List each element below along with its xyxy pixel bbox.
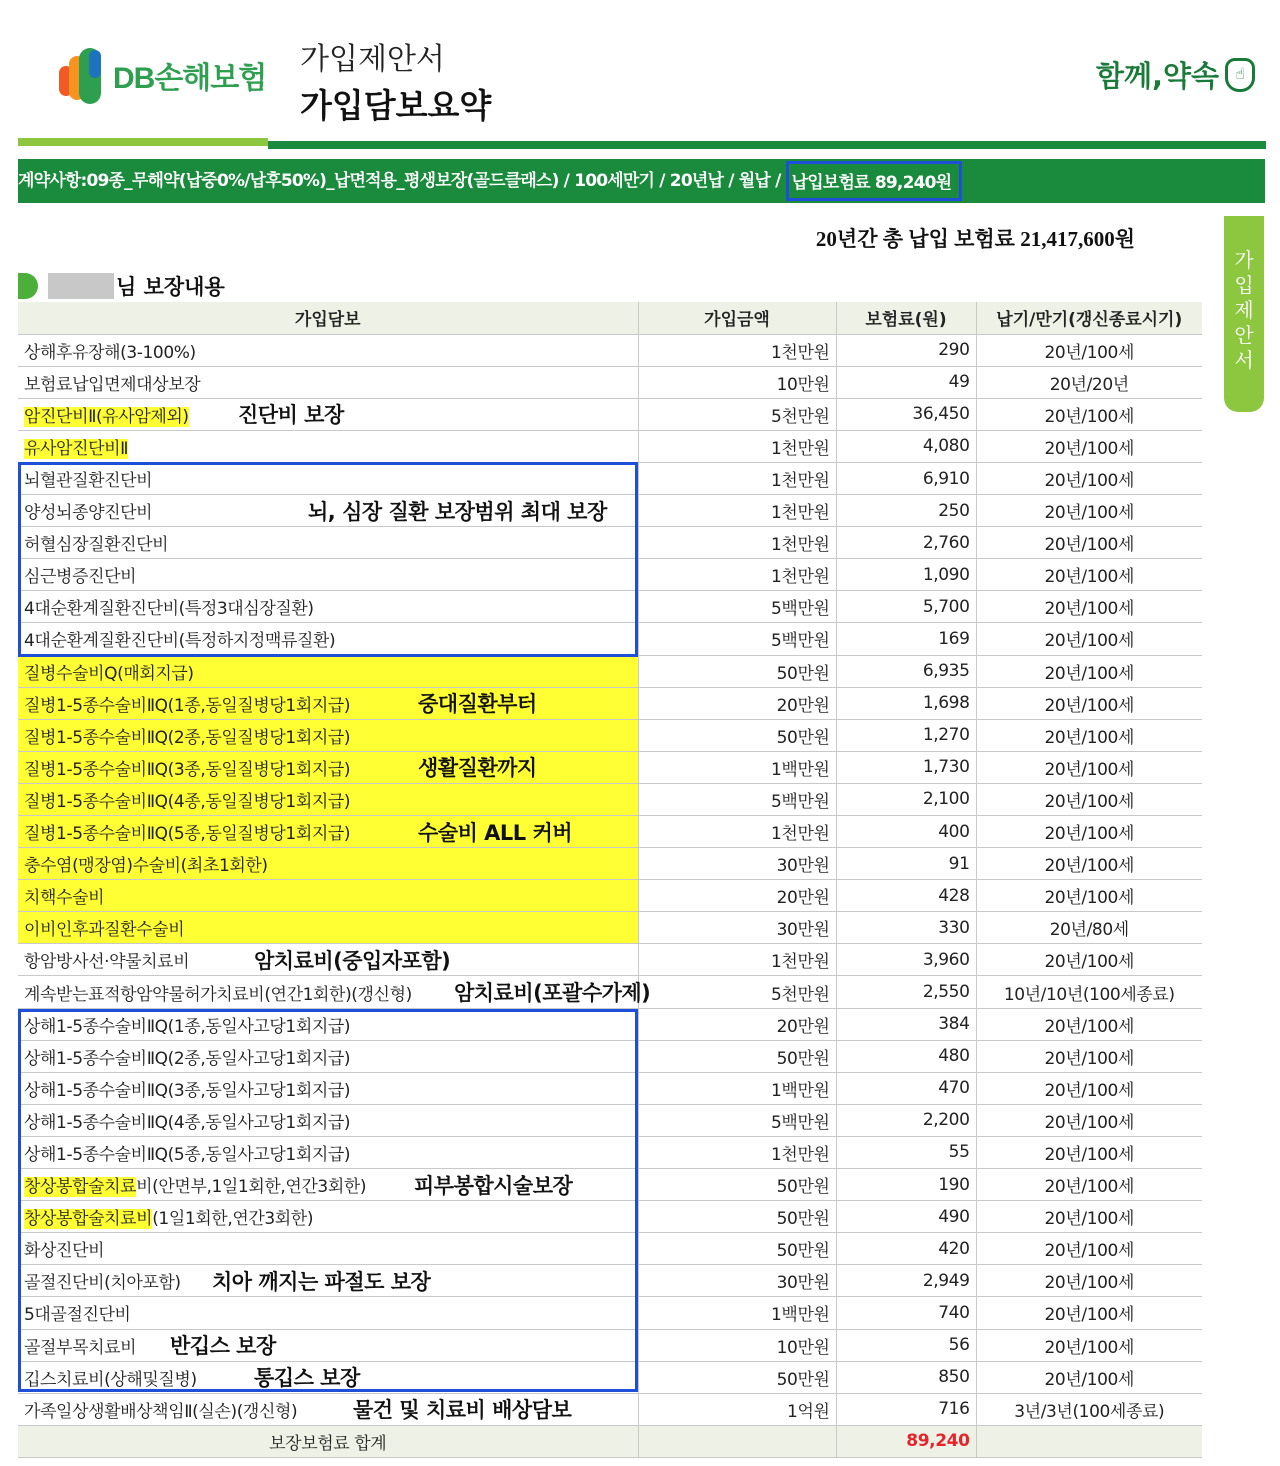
coverage-name-text: 항암방사선·약물치료비 (24, 952, 190, 973)
coverage-amount: 20만원 (638, 687, 836, 719)
section-title (18, 271, 225, 301)
table-row (18, 366, 1202, 398)
summary-empty (638, 1425, 836, 1457)
coverage-term: 20년/100세 (976, 655, 1202, 687)
coverage-name-text: 상해1-5종수술비ⅡQ(4종,동일사고당1회지급) (24, 1112, 351, 1133)
coverage-term: 20년/100세 (976, 398, 1202, 430)
coverage-name (18, 527, 638, 559)
coverage-name (18, 655, 638, 687)
annotation-note: 뇌, 심장 질환 보장범위 최대 보장 (308, 499, 607, 524)
annotation-note: 통깁스 보장 (254, 1366, 360, 1391)
coverage-premium: 470 (836, 1072, 976, 1104)
coverage-name (18, 912, 638, 944)
coverage-name-rest: 비(안면부,1일1회한,연간3회한) (136, 1177, 367, 1198)
coverage-premium: 36,450 (836, 398, 976, 430)
header-divider-dark (268, 141, 1266, 149)
coverage-name-text: 4대순환계질환진단비(특정하지정맥류질환) (24, 631, 336, 652)
slogan (1096, 54, 1255, 95)
coverage-name (18, 1072, 638, 1104)
coverage-premium: 428 (836, 880, 976, 912)
coverage-name (18, 462, 638, 494)
table-row (18, 623, 1202, 655)
table-row (18, 1265, 1202, 1297)
side-tab-char: 입 (1234, 273, 1254, 297)
coverage-amount: 1천만원 (638, 944, 836, 976)
coverage-premium: 2,760 (836, 527, 976, 559)
db-logo-icon (55, 44, 107, 106)
coverage-amount: 5천만원 (638, 398, 836, 430)
coverage-term: 20년/100세 (976, 559, 1202, 591)
coverage-amount: 5백만원 (638, 591, 836, 623)
coverage-name-text: 충수염(맹장염)수술비(최초1회한) (24, 856, 268, 877)
coverage-name-text: 암진단비Ⅱ(유사암제외) (24, 406, 189, 427)
coverage-term: 20년/100세 (976, 1008, 1202, 1040)
side-tab-char: 가 (1234, 248, 1254, 272)
coverage-amount: 1천만원 (638, 527, 836, 559)
coverage-name (18, 366, 638, 398)
table-row (18, 1233, 1202, 1265)
coverage-amount: 5백만원 (638, 623, 836, 655)
coverage-premium: 740 (836, 1297, 976, 1329)
coverage-premium: 2,100 (836, 783, 976, 815)
contract-terms: 계약사항:09종_무해약(납중0%/납후50%)_납면적용_평생보장(골드클래스) / 100세만기 / 20년납 / 월납 / (18, 171, 786, 191)
table-row (18, 1393, 1202, 1425)
annotation-note: 암치료비(포괄수가제) (454, 981, 651, 1006)
coverage-amount: 30만원 (638, 848, 836, 880)
table-row (18, 559, 1202, 591)
table-row (18, 944, 1202, 976)
coverage-name-text: 화상진단비 (24, 1241, 105, 1262)
coverage-name-text: 질병1-5종수술비ⅡQ(5종,동일질병당1회지급) (24, 824, 351, 845)
coverage-amount: 10만원 (638, 1329, 836, 1361)
coverage-term: 20년/100세 (976, 719, 1202, 751)
coverage-premium: 2,949 (836, 1265, 976, 1297)
coverage-amount: 5백만원 (638, 783, 836, 815)
coverage-amount: 20만원 (638, 1008, 836, 1040)
coverage-term: 20년/20년 (976, 366, 1202, 398)
coverage-premium: 850 (836, 1361, 976, 1393)
coverage-name-text: 허혈심장질환진단비 (24, 535, 169, 556)
coverage-amount: 30만원 (638, 1265, 836, 1297)
coverage-name-text: 5대골절진단비 (24, 1305, 131, 1326)
contract-summary-bar (18, 159, 1265, 203)
coverage-name (18, 719, 638, 751)
coverage-name (18, 1265, 638, 1297)
coverage-name-text: 깁스치료비(상해및질병) (24, 1369, 197, 1390)
coverage-amount: 1천만원 (638, 495, 836, 527)
coverage-name (18, 1136, 638, 1168)
coverage-name-text: 상해1-5종수술비ⅡQ(5종,동일사고당1회지급) (24, 1144, 351, 1165)
col-header-amount: 가입금액 (638, 302, 836, 334)
coverage-premium: 330 (836, 912, 976, 944)
coverage-term: 10년/10년(100세종료) (976, 976, 1202, 1008)
coverage-term: 20년/100세 (976, 1072, 1202, 1104)
annotation-note: 암치료비(중입자포함) (254, 948, 451, 973)
coverage-name (18, 495, 638, 527)
coverage-name (18, 783, 638, 815)
header-divider-light (18, 138, 268, 146)
coverage-premium: 91 (836, 848, 976, 880)
annotation-note: 생활질환까지 (418, 756, 537, 781)
table-row (18, 976, 1202, 1008)
coverage-term: 20년/100세 (976, 687, 1202, 719)
coverage-name-highlight: 창상봉합술치료 (24, 1177, 137, 1198)
coverage-name (18, 623, 638, 655)
section-bullet-icon (18, 273, 38, 299)
coverage-name (18, 1040, 638, 1072)
coverage-amount: 1천만원 (638, 816, 836, 848)
coverage-name-text: 상해1-5종수술비ⅡQ(3종,동일사고당1회지급) (24, 1080, 351, 1101)
table-row (18, 783, 1202, 815)
coverage-amount: 50만원 (638, 1169, 836, 1201)
table-row (18, 912, 1202, 944)
summary-label: 보장보험료 합계 (18, 1425, 638, 1457)
table-row (18, 1297, 1202, 1329)
coverage-premium: 2,200 (836, 1104, 976, 1136)
summary-row (18, 1425, 1202, 1457)
coverage-premium: 5,700 (836, 591, 976, 623)
brand-name: DB손해보험 (113, 62, 267, 95)
coverage-name (18, 880, 638, 912)
coverage-premium: 169 (836, 623, 976, 655)
summary-empty (976, 1425, 1202, 1457)
coverage-name (18, 687, 638, 719)
coverage-term: 20년/100세 (976, 1329, 1202, 1361)
coverage-name-text: 질병1-5종수술비ⅡQ(2종,동일질병당1회지급) (24, 727, 351, 748)
coverage-name-text: 질병수술비Q(매회지급) (24, 663, 194, 684)
coverage-amount: 1천만원 (638, 559, 836, 591)
coverage-name (18, 1361, 638, 1393)
table-row (18, 751, 1202, 783)
coverage-term: 20년/100세 (976, 623, 1202, 655)
coverage-name (18, 1008, 638, 1040)
coverage-amount: 1백만원 (638, 751, 836, 783)
coverage-term: 20년/100세 (976, 848, 1202, 880)
coverage-term: 20년/100세 (976, 751, 1202, 783)
coverage-premium: 6,910 (836, 462, 976, 494)
coverage-premium: 1,730 (836, 751, 976, 783)
coverage-amount: 50만원 (638, 719, 836, 751)
side-tab-proposal[interactable] (1224, 216, 1264, 412)
table-row (18, 1201, 1202, 1233)
table-row (18, 1072, 1202, 1104)
coverage-amount: 50만원 (638, 1040, 836, 1072)
coverage-name-text: 가족일상생활배상책임Ⅱ(실손)(갱신형) (24, 1401, 298, 1422)
coverage-name (18, 751, 638, 783)
coverage-name-text: 질병1-5종수술비ⅡQ(3종,동일질병당1회지급) (24, 759, 351, 780)
coverage-premium: 190 (836, 1169, 976, 1201)
coverage-premium: 290 (836, 334, 976, 366)
col-header-premium: 보험료(원) (836, 302, 976, 334)
annotation-note: 반깁스 보장 (170, 1334, 276, 1359)
coverage-premium: 1,090 (836, 559, 976, 591)
coverage-term: 20년/100세 (976, 1361, 1202, 1393)
coverage-name-text: 계속받는표적항암약물허가치료비(연간1회한)(갱신형) (24, 984, 412, 1005)
coverage-term: 20년/100세 (976, 462, 1202, 494)
coverage-amount: 50만원 (638, 1201, 836, 1233)
coverage-name-rest: (1일1회한,연간3회한) (152, 1209, 314, 1230)
coverage-premium: 55 (836, 1136, 976, 1168)
total-premium: 20년간 총 납입 보험료 21,417,600원 (815, 227, 1135, 251)
annotation-note: 진단비 보장 (238, 403, 344, 428)
table-row (18, 655, 1202, 687)
coverage-amount: 50만원 (638, 1233, 836, 1265)
side-tab-char: 안 (1234, 323, 1254, 347)
coverage-amount: 1억원 (638, 1393, 836, 1425)
coverage-name (18, 591, 638, 623)
coverage-name-text: 이비인후과질환수술비 (24, 920, 185, 941)
coverage-premium: 384 (836, 1008, 976, 1040)
table-row (18, 816, 1202, 848)
coverage-term: 20년/100세 (976, 816, 1202, 848)
coverage-name (18, 816, 638, 848)
coverage-premium: 480 (836, 1040, 976, 1072)
coverage-name-text: 4대순환계질환진단비(특정3대심장질환) (24, 599, 314, 620)
table-row (18, 880, 1202, 912)
coverage-premium: 49 (836, 366, 976, 398)
coverage-amount: 5백만원 (638, 1104, 836, 1136)
coverage-premium: 1,270 (836, 719, 976, 751)
coverage-name-text: 보험료납입면제대상보장 (24, 374, 201, 395)
col-header-term: 납기/만기(갱신종료시기) (976, 302, 1202, 334)
coverage-term: 20년/100세 (976, 1040, 1202, 1072)
coverage-amount: 1백만원 (638, 1297, 836, 1329)
coverage-name-highlight: 창상봉합술치료비 (24, 1209, 153, 1230)
coverage-premium: 400 (836, 816, 976, 848)
coverage-term: 20년/100세 (976, 944, 1202, 976)
coverage-name (18, 1201, 638, 1233)
coverage-premium: 490 (836, 1201, 976, 1233)
coverage-term: 20년/100세 (976, 1265, 1202, 1297)
coverage-name (18, 1104, 638, 1136)
side-tab-char: 제 (1234, 298, 1254, 322)
coverage-term: 20년/100세 (976, 783, 1202, 815)
coverage-name (18, 1169, 638, 1201)
coverage-premium: 6,935 (836, 655, 976, 687)
table-row (18, 1169, 1202, 1201)
table-row (18, 334, 1202, 366)
table-header-row (18, 302, 1202, 334)
coverage-premium: 1,698 (836, 687, 976, 719)
summary-premium: 89,240 (836, 1425, 976, 1457)
coverage-amount: 1천만원 (638, 1136, 836, 1168)
table-row (18, 430, 1202, 462)
coverage-premium: 3,960 (836, 944, 976, 976)
annotation-note: 물건 및 치료비 배상담보 (353, 1398, 572, 1423)
coverage-name-text: 질병1-5종수술비ⅡQ(1종,동일질병당1회지급) (24, 695, 351, 716)
coverage-name-text: 상해후유장해(3-100%) (24, 342, 196, 363)
coverage-name (18, 848, 638, 880)
table-row (18, 1104, 1202, 1136)
coverage-term: 20년/100세 (976, 430, 1202, 462)
coverage-name-text: 유사암진단비Ⅱ (24, 438, 129, 459)
coverage-amount: 50만원 (638, 655, 836, 687)
coverage-name (18, 430, 638, 462)
db-logo (55, 44, 266, 106)
coverage-term: 20년/100세 (976, 1104, 1202, 1136)
table-row (18, 1008, 1202, 1040)
coverage-name-text: 양성뇌종양진단비 (24, 503, 153, 524)
coverage-name (18, 1393, 638, 1425)
coverage-name-text: 상해1-5종수술비ⅡQ(1종,동일사고당1회지급) (24, 1016, 351, 1037)
section-label: 님 보장내용 (116, 275, 225, 299)
document-title: 가입제안서 (300, 42, 445, 77)
coverage-premium: 716 (836, 1393, 976, 1425)
coverage-term: 20년/80세 (976, 912, 1202, 944)
coverage-premium: 2,550 (836, 976, 976, 1008)
coverage-name (18, 1297, 638, 1329)
coverage-amount: 1천만원 (638, 462, 836, 494)
coverage-name (18, 1329, 638, 1361)
coverage-amount: 20만원 (638, 880, 836, 912)
coverage-premium: 4,080 (836, 430, 976, 462)
coverage-term: 20년/100세 (976, 591, 1202, 623)
side-tab-char: 서 (1234, 348, 1254, 372)
coverage-premium: 56 (836, 1329, 976, 1361)
table-row (18, 1361, 1202, 1393)
table-row (18, 398, 1202, 430)
table-row (18, 687, 1202, 719)
table-row (18, 495, 1202, 527)
annotation-note: 치아 깨지는 파절도 보장 (212, 1269, 431, 1294)
annotation-note: 수술비 ALL 커버 (418, 820, 573, 845)
coverage-name (18, 398, 638, 430)
table-row (18, 527, 1202, 559)
coverage-name-text: 뇌혈관질환진단비 (24, 471, 153, 492)
coverage-term: 20년/100세 (976, 880, 1202, 912)
coverage-term: 20년/100세 (976, 334, 1202, 366)
coverage-amount: 5천만원 (638, 976, 836, 1008)
monthly-premium-highlight: 납입보험료 89,240원 (786, 161, 963, 201)
coverage-amount: 50만원 (638, 1361, 836, 1393)
table-row (18, 1040, 1202, 1072)
coverage-amount: 1천만원 (638, 430, 836, 462)
coverage-term: 20년/100세 (976, 1233, 1202, 1265)
coverage-name (18, 976, 651, 1008)
coverage-name-text: 골절진단비(치아포함) (24, 1273, 181, 1294)
table-row (18, 591, 1202, 623)
coverage-name-text: 심근병증진단비 (24, 567, 137, 588)
table-row (18, 1136, 1202, 1168)
coverage-name (18, 334, 638, 366)
coverage-amount: 1천만원 (638, 334, 836, 366)
slogan-text: 함께,약속 (1096, 59, 1220, 93)
coverage-amount: 1백만원 (638, 1072, 836, 1104)
coverage-amount: 30만원 (638, 912, 836, 944)
table-row (18, 1329, 1202, 1361)
coverage-name (18, 944, 638, 976)
table-row (18, 848, 1202, 880)
coverage-name (18, 559, 638, 591)
coverage-table (18, 302, 1202, 1458)
coverage-amount: 10만원 (638, 366, 836, 398)
coverage-name-text: 치핵수술비 (24, 888, 105, 909)
annotation-note: 피부봉합시술보장 (414, 1173, 573, 1198)
coverage-premium: 420 (836, 1233, 976, 1265)
annotation-note: 중대질환부터 (418, 692, 537, 717)
coverage-premium: 250 (836, 495, 976, 527)
table-row (18, 462, 1202, 494)
coverage-term: 20년/100세 (976, 527, 1202, 559)
coverage-term: 20년/100세 (976, 1136, 1202, 1168)
table-row (18, 719, 1202, 751)
coverage-name-text: 상해1-5종수술비ⅡQ(2종,동일사고당1회지급) (24, 1048, 351, 1069)
hand-icon: ☝ (1225, 58, 1255, 92)
masked-customer-name (48, 273, 114, 299)
coverage-term: 20년/100세 (976, 495, 1202, 527)
coverage-name (18, 1233, 638, 1265)
coverage-term: 20년/100세 (976, 1297, 1202, 1329)
coverage-name-text: 골절부목치료비 (24, 1337, 137, 1358)
coverage-term: 20년/100세 (976, 1169, 1202, 1201)
col-header-coverage: 가입담보 (18, 302, 638, 334)
coverage-term: 20년/100세 (976, 1201, 1202, 1233)
coverage-name-text: 질병1-5종수술비ⅡQ(4종,동일질병당1회지급) (24, 791, 351, 812)
document-subtitle: 가입담보요약 (300, 86, 492, 125)
coverage-term: 3년/3년(100세종료) (976, 1393, 1202, 1425)
